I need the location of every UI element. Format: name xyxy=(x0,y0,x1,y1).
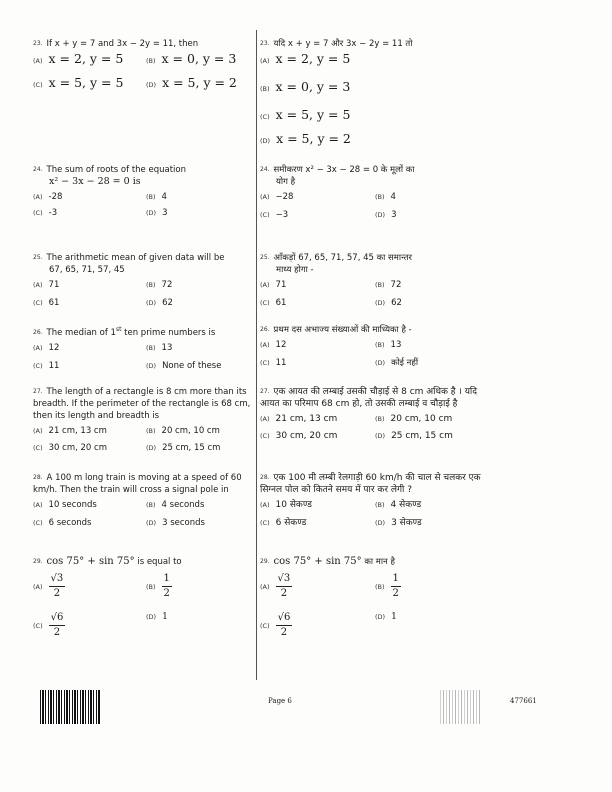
option-b[interactable]: (B) $\frac{1}{2}$ xyxy=(375,573,399,599)
option-b[interactable]: (B) 72 xyxy=(146,280,173,290)
option-c[interactable]: (C) x = 5, y = 5 xyxy=(260,107,351,122)
option-c[interactable]: (C) 30 cm, 20 cm xyxy=(260,431,338,441)
option-b[interactable]: (B) 72 xyxy=(375,280,402,290)
option-b[interactable]: (B) 20 cm, 10 cm xyxy=(375,414,453,424)
option-c[interactable]: (C) $\frac{√6}{2}$ xyxy=(260,612,291,638)
question-27-en: 27. The length of a rectangle is 8 cm more than its breadth. If the perimeter of the rectangle is 68 cm, then its length and breadth is (A) 21 cm, 13 cm (B) 20 cm, 10 cm (C) 30 cm, 20 cm (D) 25 cm, 15 cm xyxy=(33,387,251,453)
option-a[interactable]: (A) x = 2, y = 5 xyxy=(260,51,351,66)
option-b[interactable]: (B) 4 seconds xyxy=(146,500,205,510)
option-c[interactable]: (C) 61 xyxy=(260,298,287,308)
question-text: If x + y = 7 and 3x − 2y = 11, then xyxy=(46,39,199,49)
question-28-en: 28. A 100 m long train is moving at a speed of 60 km/h. Then the train will cross a signal pole in (A) 10 seconds (B) 4 seconds (C) 6 seconds (D) 3 seconds xyxy=(33,472,251,529)
option-d[interactable]: (D) 62 xyxy=(375,298,402,308)
option-c[interactable]: (C) 61 xyxy=(33,298,60,308)
option-c[interactable]: (C) -3 xyxy=(33,208,58,218)
question-29-en: 29. cos 75° + sin 75° is equal to (A) $\frac{√3}{2}$ (B) $\frac{1}{2}$ (C) $\frac{√6}{2}$ (D) 1 xyxy=(33,556,251,640)
option-a[interactable]: (A) $\frac{√3}{2}$ xyxy=(260,573,291,599)
option-a[interactable]: (A) -28 xyxy=(33,192,63,202)
option-c[interactable]: (C) 6 seconds xyxy=(33,518,92,528)
question-24-en: 24. The sum of roots of the equation x² − 3x − 28 = 0 is (A) -28 (B) 4 (C) -3 (D) 3 xyxy=(33,164,251,219)
option-b[interactable]: (B) 4 xyxy=(375,192,396,202)
option-c[interactable]: (C) 6 सेकण्ड xyxy=(260,518,307,528)
option-b[interactable]: (B) 13 xyxy=(375,340,402,350)
question-29-hi: 29. cos 75° + sin 75° का मान है (A) $\frac{√3}{2}$ (B) $\frac{1}{2}$ (C) $\frac{√6}{2}$ (D) 1 xyxy=(260,556,482,640)
question-23-en: 23. If x + y = 7 and 3x − 2y = 11, then (A) x = 2, y = 5 (B) x = 0, y = 3 (C) x = 5, y = 5 (D) x = 5, y = 2 xyxy=(33,38,251,91)
barcode xyxy=(40,690,100,724)
question-text: यदि x + y = 7 और 3x − 2y = 11 तो xyxy=(273,39,413,49)
option-a[interactable]: (A) 12 xyxy=(33,342,60,353)
option-d[interactable]: (D) कोई नहीं xyxy=(375,358,419,368)
question-26-en: 26. The median of 1st ten prime numbers is (A) 12 (B) 13 (C) 11 (D) None of these xyxy=(33,324,251,372)
option-d[interactable]: (D) 3 xyxy=(375,210,397,220)
question-25-en: 25. The arithmetic mean of given data will be 67, 65, 71, 57, 45 (A) 71 (B) 72 (C) 61 (D) 62 xyxy=(33,252,251,309)
option-b[interactable]: (B) 20 cm, 10 cm xyxy=(146,426,220,436)
question-24-hi: 24. समीकरण x² − 3x − 28 = 0 के मूलों का योग है (A) −28 (B) 4 (C) −3 (D) 3 xyxy=(260,164,482,221)
option-d[interactable]: (D) 25 cm, 15 cm xyxy=(146,443,221,453)
option-a[interactable]: (A) 10 सेकण्ड xyxy=(260,500,312,510)
option-b[interactable]: (B) x = 0, y = 3 xyxy=(146,51,237,66)
option-a[interactable]: (A) 71 xyxy=(33,280,60,290)
option-d[interactable]: (D) 25 cm, 15 cm xyxy=(375,431,453,441)
page-number: Page 6 xyxy=(268,697,292,705)
question-27-hi: 27. एक आयत की लम्बाई उसकी चौड़ाई से 8 cm अधिक है । यदि आयत का परिमाप 68 cm हो, तो उसकी लम्बाई व चौड़ाई है (A) 21 cm, 13 cm (B) 20 cm, 10 cm (C) 30 cm, 20 cm (D) 25 cm, 15 cm xyxy=(260,386,482,442)
option-c[interactable]: (C) −3 xyxy=(260,210,289,220)
barcode-faint xyxy=(440,690,480,724)
question-23-hi: 23. यदि x + y = 7 और 3x − 2y = 11 तो (A) x = 2, y = 5 (B) x = 0, y = 3 (C) x = 5, y = 5 (D) x = 5, y = 2 xyxy=(260,38,482,147)
option-d[interactable]: (D) 3 xyxy=(146,208,168,218)
option-c[interactable]: (C) $\frac{√6}{2}$ xyxy=(33,612,64,638)
option-c[interactable]: (C) 30 cm, 20 cm xyxy=(33,443,107,453)
option-a[interactable]: (A) 12 xyxy=(260,340,287,350)
option-a[interactable]: (A) 71 xyxy=(260,280,287,290)
option-d[interactable]: (D) 62 xyxy=(146,298,173,308)
option-a[interactable]: (A) x = 2, y = 5 xyxy=(33,51,124,66)
option-a[interactable]: (A) 21 cm, 13 cm xyxy=(33,426,107,436)
option-a[interactable]: (A) −28 xyxy=(260,192,294,202)
option-c[interactable]: (C) 11 xyxy=(260,358,287,368)
option-c[interactable]: (C) 11 xyxy=(33,360,60,371)
option-d[interactable]: (D) 3 seconds xyxy=(146,518,205,528)
option-a[interactable]: (A) 10 seconds xyxy=(33,500,97,510)
option-b[interactable]: (B) 13 xyxy=(146,342,173,353)
option-d[interactable]: (D) 1 xyxy=(146,612,168,622)
option-c[interactable]: (C) x = 5, y = 5 xyxy=(33,75,124,90)
paper-code: 477661 xyxy=(510,697,537,705)
option-d[interactable]: (D) x = 5, y = 2 xyxy=(146,75,237,90)
option-d[interactable]: (D) 1 xyxy=(375,612,397,622)
option-b[interactable]: (B) $\frac{1}{2}$ xyxy=(146,573,170,599)
option-d[interactable]: (D) x = 5, y = 2 xyxy=(260,131,351,146)
question-26-hi: 26. प्रथम दस अभाज्य संख्याओं की माध्यिका है - (A) 12 (B) 13 (C) 11 (D) कोई नहीं xyxy=(260,324,482,369)
option-a[interactable]: (A) $\frac{√3}{2}$ xyxy=(33,573,64,599)
option-a[interactable]: (A) 21 cm, 13 cm xyxy=(260,414,338,424)
option-b[interactable]: (B) 4 सेकण्ड xyxy=(375,500,422,510)
question-25-hi: 25. आँकड़ों 67, 65, 71, 57, 45 का समान्तर माध्य होगा - (A) 71 (B) 72 (C) 61 (D) 62 xyxy=(260,252,482,309)
option-d[interactable]: (D) 3 सेकण्ड xyxy=(375,518,422,528)
option-b[interactable]: (B) 4 xyxy=(146,192,167,202)
option-d[interactable]: (D) None of these xyxy=(146,360,222,371)
column-divider xyxy=(256,30,257,680)
question-28-hi: 28. एक 100 मी लम्बी रेलगाड़ी 60 km/h की चाल से चलकर एक सिग्नल पोल को कितने समय में पार कर लेगी ? (A) 10 सेकण्ड (B) 4 सेकण्ड (C) 6 सेकण्ड (D) 3 सेकण्ड xyxy=(260,473,481,528)
option-b[interactable]: (B) x = 0, y = 3 xyxy=(260,79,351,94)
